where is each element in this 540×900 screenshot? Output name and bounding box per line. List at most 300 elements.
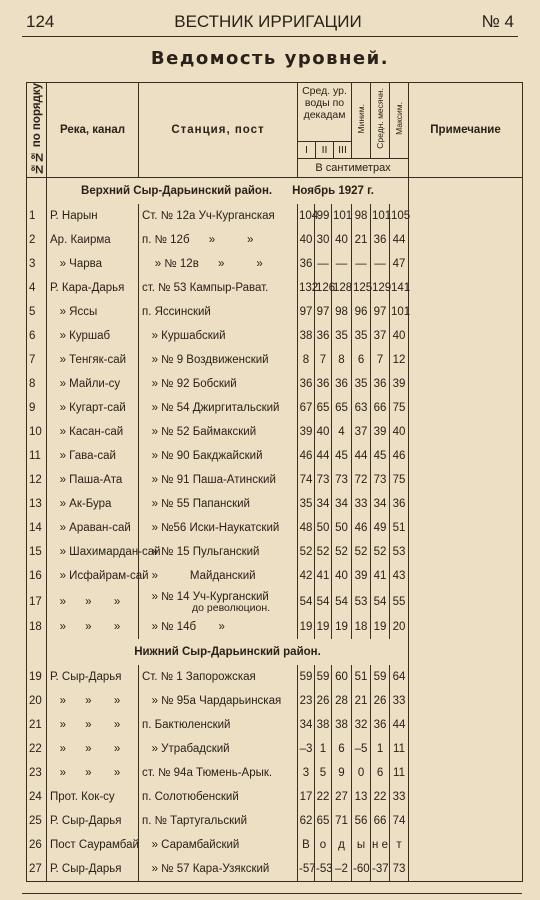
decade-3-value: 4 xyxy=(332,420,352,444)
table-row xyxy=(27,228,523,252)
station-name: » №56 Иски-Наукатский xyxy=(139,516,298,540)
min-value: 13 xyxy=(352,785,371,809)
min-value: 51 xyxy=(352,665,371,689)
river-name: » Майли-су xyxy=(47,372,139,396)
row-number: 25 xyxy=(27,809,47,833)
decade-1-value: 62 xyxy=(298,809,315,833)
decade-1-value: 35 xyxy=(298,492,315,516)
decade-3-value: д xyxy=(332,833,352,857)
min-value: 53 xyxy=(352,588,371,615)
avg-value: -37 xyxy=(371,857,390,882)
table-row xyxy=(27,809,523,833)
max-value: 12 xyxy=(390,348,409,372)
journal-title: ВЕСТНИК ИРРИГАЦИИ xyxy=(174,12,362,31)
document-title: Ведомость уровней. xyxy=(150,48,390,69)
river-name: Р. Кара-Дарья xyxy=(47,276,139,300)
table-row xyxy=(27,300,523,324)
bottom-rule xyxy=(22,893,522,894)
note-cell xyxy=(409,857,523,882)
decade-1-value: 39 xyxy=(298,420,315,444)
min-value: 21 xyxy=(352,228,371,252)
decade-2-value: 36 xyxy=(315,372,332,396)
river-name: » » » xyxy=(47,737,139,761)
max-value: 101 xyxy=(390,300,409,324)
station-name: п. Солотюбенский xyxy=(139,785,298,809)
note-cell xyxy=(409,444,523,468)
row-number: 17 xyxy=(27,588,47,615)
table-row xyxy=(27,468,523,492)
decade-1-value: –3 xyxy=(298,737,315,761)
col-header-min: Миним. xyxy=(352,83,371,159)
decade-2-value: 40 xyxy=(315,420,332,444)
max-value: 75 xyxy=(390,468,409,492)
decade-2-value: 30 xyxy=(315,228,332,252)
decade-2-value: 97 xyxy=(315,300,332,324)
decade-3-value: 9 xyxy=(332,761,352,785)
decade-1-value: 52 xyxy=(298,540,315,564)
note-cell xyxy=(409,372,523,396)
min-value: 18 xyxy=(352,615,371,639)
decade-3-value: 60 xyxy=(332,665,352,689)
decade-3-value: 40 xyxy=(332,228,352,252)
note-cell xyxy=(409,300,523,324)
page-number: 124 xyxy=(26,12,55,31)
decade-3-value: 45 xyxy=(332,444,352,468)
row-number: 14 xyxy=(27,516,47,540)
col-header-max: Максим. xyxy=(390,83,409,159)
station-name: » № 90 Бакджайский xyxy=(139,444,298,468)
decade-2-value: 1 xyxy=(315,737,332,761)
river-name: » Шахимардан-сай xyxy=(47,540,139,564)
table-row xyxy=(27,516,523,540)
row-number: 16 xyxy=(27,564,47,588)
decade-3-value: 28 xyxy=(332,689,352,713)
min-value: — xyxy=(352,252,371,276)
note-cell xyxy=(409,564,523,588)
decade-2-value: 7 xyxy=(315,348,332,372)
table-row xyxy=(27,761,523,785)
decade-2-value: 65 xyxy=(315,396,332,420)
table-row xyxy=(27,857,523,882)
table-row xyxy=(27,348,523,372)
row-number: 13 xyxy=(27,492,47,516)
decade-1-value: 54 xyxy=(298,588,315,615)
avg-value: 26 xyxy=(371,689,390,713)
decade-1-value: 48 xyxy=(298,516,315,540)
river-name: » Тенгяк-сай xyxy=(47,348,139,372)
section-spacer xyxy=(27,639,47,665)
max-value: 40 xyxy=(390,324,409,348)
issue-number: № 4 xyxy=(481,12,514,31)
note-cell xyxy=(409,761,523,785)
decade-1: I xyxy=(298,142,316,158)
table-row xyxy=(27,444,523,468)
decade-3: III xyxy=(338,143,347,156)
decade-2-value: 38 xyxy=(315,713,332,737)
avg-value: 41 xyxy=(371,564,390,588)
river-name: Пост Саурамбай xyxy=(47,833,139,857)
decade-2-value: 5 xyxy=(315,761,332,785)
decade-1-value: -57 xyxy=(298,857,315,882)
note-cell xyxy=(409,396,523,420)
station-name: » № 95а Чардарьинская xyxy=(139,689,298,713)
station-name: » № 54 Джиргитальский xyxy=(139,396,298,420)
river-name: » Исфайрам-сай xyxy=(47,564,139,588)
avg-decades-label: Сред. ур. воды по декадам xyxy=(302,85,347,121)
decade-2-value: 36 xyxy=(315,324,332,348)
table-row xyxy=(27,372,523,396)
decade-3-value: 38 xyxy=(332,713,352,737)
decade-3-value: 35 xyxy=(332,324,352,348)
max-value: 44 xyxy=(390,713,409,737)
max-value: 40 xyxy=(390,420,409,444)
row-number: 8 xyxy=(27,372,47,396)
station-name: » № 15 Пульганский xyxy=(139,540,298,564)
decade-3-value: 73 xyxy=(332,468,352,492)
note-cell xyxy=(409,420,523,444)
max-value: 46 xyxy=(390,444,409,468)
note-cell xyxy=(409,348,523,372)
decade-3-value: 128 xyxy=(332,276,352,300)
min-value: 72 xyxy=(352,468,371,492)
station-name: Ст. № 12а Уч-Курганская xyxy=(139,204,298,228)
decade-3-value: 98 xyxy=(332,300,352,324)
row-number: 10 xyxy=(27,420,47,444)
river-name: » Куршаб xyxy=(47,324,139,348)
max-value: 33 xyxy=(390,689,409,713)
min-value: 125 xyxy=(352,276,371,300)
row-number: 18 xyxy=(27,615,47,639)
station-name: » № 14б » xyxy=(139,615,298,639)
note-cell xyxy=(409,516,523,540)
station-name: Ст. № 1 Запорожская xyxy=(139,665,298,689)
min-value: 21 xyxy=(352,689,371,713)
station-name: » № 92 Бобский xyxy=(139,372,298,396)
decade-3-value: 36 xyxy=(332,372,352,396)
note-cell xyxy=(409,737,523,761)
table-row xyxy=(27,785,523,809)
row-number: 27 xyxy=(27,857,47,882)
decade-1-value: 23 xyxy=(298,689,315,713)
station-name: » Куршабский xyxy=(139,324,298,348)
avg-value: 45 xyxy=(371,444,390,468)
decade-2-value: — xyxy=(315,252,332,276)
decade-3-value: 101 xyxy=(332,204,352,228)
max-value: 47 xyxy=(390,252,409,276)
decade-1-value: 40 xyxy=(298,228,315,252)
min-value: 96 xyxy=(352,300,371,324)
min-value: 46 xyxy=(352,516,371,540)
min-value: 52 xyxy=(352,540,371,564)
note-cell xyxy=(409,689,523,713)
max-value: 53 xyxy=(390,540,409,564)
row-number: 11 xyxy=(27,444,47,468)
section-header-row xyxy=(27,639,523,665)
avg-value: 97 xyxy=(371,300,390,324)
station-name: п. № 12б » » xyxy=(139,228,298,252)
table-row xyxy=(27,737,523,761)
river-name: Ар. Каирма xyxy=(47,228,139,252)
table-header xyxy=(27,83,523,178)
river-name: » Араван-сай xyxy=(47,516,139,540)
river-name: Р. Сыр-Дарья xyxy=(47,665,139,689)
decade-3-value: 65 xyxy=(332,396,352,420)
note-cell xyxy=(409,276,523,300)
river-name: » Ак-Бура xyxy=(47,492,139,516)
row-number: 3 xyxy=(27,252,47,276)
table-row xyxy=(27,665,523,689)
decade-3-value: 54 xyxy=(332,588,352,615)
table-row xyxy=(27,396,523,420)
table-row xyxy=(27,204,523,228)
note-cell xyxy=(409,178,523,205)
row-number: 20 xyxy=(27,689,47,713)
note-cell xyxy=(409,785,523,809)
min-value: 6 xyxy=(352,348,371,372)
river-name: Р. Сыр-Дарья xyxy=(47,809,139,833)
table-row xyxy=(27,276,523,300)
decade-2-value: 59 xyxy=(315,665,332,689)
page-header xyxy=(26,10,514,34)
row-number: 22 xyxy=(27,737,47,761)
row-number: 7 xyxy=(27,348,47,372)
section-title xyxy=(47,178,409,205)
max-value: т xyxy=(390,833,409,857)
decade-1-value: 3 xyxy=(298,761,315,785)
row-number: 4 xyxy=(27,276,47,300)
avg-value: 6 xyxy=(371,761,390,785)
decade-2-value: 73 xyxy=(315,468,332,492)
avg-value: 59 xyxy=(371,665,390,689)
max-value: 75 xyxy=(390,396,409,420)
note-cell xyxy=(409,615,523,639)
avg-value: 129 xyxy=(371,276,390,300)
decade-1-value: 19 xyxy=(298,615,315,639)
station-name: » Сарамбайский xyxy=(139,833,298,857)
table-row xyxy=(27,833,523,857)
col-header-station: Станция, пост xyxy=(139,83,298,178)
decade-1-value: 74 xyxy=(298,468,315,492)
river-name: » Чарва xyxy=(47,252,139,276)
section-name: Верхний Сыр-Дарьинский район. xyxy=(81,185,273,198)
station-name: » № 52 Баймакский xyxy=(139,420,298,444)
header-rule xyxy=(22,36,518,37)
note-cell xyxy=(409,252,523,276)
station-name: п. № Тартугальский xyxy=(139,809,298,833)
decade-2-value: 52 xyxy=(315,540,332,564)
max-value: 105 xyxy=(390,204,409,228)
table-row xyxy=(27,588,523,615)
avg-value: — xyxy=(371,252,390,276)
decade-1-value: 38 xyxy=(298,324,315,348)
decade-2-value: 22 xyxy=(315,785,332,809)
station-name: » Майданский xyxy=(139,564,298,588)
station-name: ст. № 94а Тюмень-Арык. xyxy=(139,761,298,785)
decade-3-value: — xyxy=(332,252,352,276)
max-value: 36 xyxy=(390,492,409,516)
table-row xyxy=(27,492,523,516)
river-name: » Кугарт-сай xyxy=(47,396,139,420)
table-row xyxy=(27,713,523,737)
avg-value: 7 xyxy=(371,348,390,372)
min-value: 56 xyxy=(352,809,371,833)
station-name: п. Бактюленский xyxy=(139,713,298,737)
table-row xyxy=(27,689,523,713)
decade-1-value: 59 xyxy=(298,665,315,689)
units-label: В сантиметрах xyxy=(298,158,409,178)
row-number: 2 xyxy=(27,228,47,252)
decade-1-value: 8 xyxy=(298,348,315,372)
min-value: 98 xyxy=(352,204,371,228)
min-value: ы xyxy=(352,833,371,857)
max-value: 44 xyxy=(390,228,409,252)
col-header-avg-decades xyxy=(298,83,352,159)
max-value: 51 xyxy=(390,516,409,540)
decade-3-value: 34 xyxy=(332,492,352,516)
max-value: 20 xyxy=(390,615,409,639)
decade-2-value: 41 xyxy=(315,564,332,588)
max-value: 33 xyxy=(390,785,409,809)
note-cell xyxy=(409,713,523,737)
decade-1-value: 67 xyxy=(298,396,315,420)
table-row xyxy=(27,615,523,639)
min-value: 33 xyxy=(352,492,371,516)
avg-value: 34 xyxy=(371,492,390,516)
max-value: 74 xyxy=(390,809,409,833)
col-header-no: №№ по порядку xyxy=(27,83,47,178)
section-header-row xyxy=(27,178,523,205)
min-value: -60 xyxy=(352,857,371,882)
river-name: Р. Нарын xyxy=(47,204,139,228)
min-value: 35 xyxy=(352,324,371,348)
row-number: 15 xyxy=(27,540,47,564)
note-cell xyxy=(409,468,523,492)
section-name: Нижний Сыр-Дарьинский район. xyxy=(134,646,321,659)
river-name: » Яссы xyxy=(47,300,139,324)
min-value: 32 xyxy=(352,713,371,737)
station-name: » № 57 Кара-Узякский xyxy=(139,857,298,882)
row-number: 9 xyxy=(27,396,47,420)
decade-2-value: -53 xyxy=(315,857,332,882)
col-header-note: Примечание xyxy=(409,83,523,178)
decade-1-value: 34 xyxy=(298,713,315,737)
decade-2-value: 34 xyxy=(315,492,332,516)
avg-value: 39 xyxy=(371,420,390,444)
avg-value: 52 xyxy=(371,540,390,564)
row-number: 6 xyxy=(27,324,47,348)
water-levels-table xyxy=(26,82,523,882)
section-period: Ноябрь 1927 г. xyxy=(292,185,374,198)
station-name: ст. № 53 Кампыр-Рават. xyxy=(139,276,298,300)
station-name: » № 14 Уч-Курганский до революцион. xyxy=(139,588,298,615)
avg-value: 66 xyxy=(371,809,390,833)
note-cell xyxy=(409,540,523,564)
avg-value: 36 xyxy=(371,228,390,252)
avg-value: 73 xyxy=(371,468,390,492)
decade-2-value: 126 xyxy=(315,276,332,300)
decade-2-value: 19 xyxy=(315,615,332,639)
table-row xyxy=(27,540,523,564)
avg-value: 66 xyxy=(371,396,390,420)
note-cell xyxy=(409,809,523,833)
note-cell xyxy=(409,639,523,665)
row-number: 23 xyxy=(27,761,47,785)
station-name: п. Яссинский xyxy=(139,300,298,324)
avg-value: 22 xyxy=(371,785,390,809)
avg-value: н е xyxy=(371,833,390,857)
min-value: 44 xyxy=(352,444,371,468)
decade-1-value: 36 xyxy=(298,252,315,276)
min-value: 39 xyxy=(352,564,371,588)
decade-3-value: 40 xyxy=(332,564,352,588)
decade-2-value: 99 xyxy=(315,204,332,228)
decade-1-value: В xyxy=(298,833,315,857)
row-number: 19 xyxy=(27,665,47,689)
row-number: 24 xyxy=(27,785,47,809)
river-name: » Паша-Ата xyxy=(47,468,139,492)
decade-1-value: 36 xyxy=(298,372,315,396)
station-name: » № 91 Паша-Атинский xyxy=(139,468,298,492)
row-number: 26 xyxy=(27,833,47,857)
min-value: 37 xyxy=(352,420,371,444)
min-value: 63 xyxy=(352,396,371,420)
row-number: 5 xyxy=(27,300,47,324)
note-cell xyxy=(409,833,523,857)
col-header-river: Река, канал xyxy=(47,83,139,178)
decade-3-value: 19 xyxy=(332,615,352,639)
max-value: 55 xyxy=(390,588,409,615)
max-value: 43 xyxy=(390,564,409,588)
table-row xyxy=(27,420,523,444)
avg-value: 19 xyxy=(371,615,390,639)
max-value: 11 xyxy=(390,761,409,785)
note-cell xyxy=(409,492,523,516)
row-number: 12 xyxy=(27,468,47,492)
river-name: » Касан-сай xyxy=(47,420,139,444)
decade-3-value: 71 xyxy=(332,809,352,833)
avg-value: 1 xyxy=(371,737,390,761)
max-value: 11 xyxy=(390,737,409,761)
decade-3-value: –2 xyxy=(332,857,352,882)
decade-2-value: 44 xyxy=(315,444,332,468)
avg-value: 37 xyxy=(371,324,390,348)
row-number: 21 xyxy=(27,713,47,737)
max-value: 64 xyxy=(390,665,409,689)
station-name: » № 55 Папанский xyxy=(139,492,298,516)
decade-1-value: 46 xyxy=(298,444,315,468)
river-name: » » » xyxy=(47,689,139,713)
river-name: » » » xyxy=(47,615,139,639)
table-row xyxy=(27,324,523,348)
station-name: » № 12в » » xyxy=(139,252,298,276)
decade-3-value: 52 xyxy=(332,540,352,564)
note-cell xyxy=(409,324,523,348)
decade-1-value: 42 xyxy=(298,564,315,588)
decade-2-value: 50 xyxy=(315,516,332,540)
max-value: 39 xyxy=(390,372,409,396)
section-spacer xyxy=(27,178,47,205)
river-name: Р. Сыр-Дарья xyxy=(47,857,139,882)
decade-2-value: 26 xyxy=(315,689,332,713)
river-name: » » » xyxy=(47,713,139,737)
station-subnote: до революцион. xyxy=(192,601,271,614)
note-cell xyxy=(409,228,523,252)
station-name: » Утрабадский xyxy=(139,737,298,761)
table-body xyxy=(27,178,523,882)
min-value: 35 xyxy=(352,372,371,396)
avg-value: 101 xyxy=(371,204,390,228)
avg-value: 36 xyxy=(371,713,390,737)
